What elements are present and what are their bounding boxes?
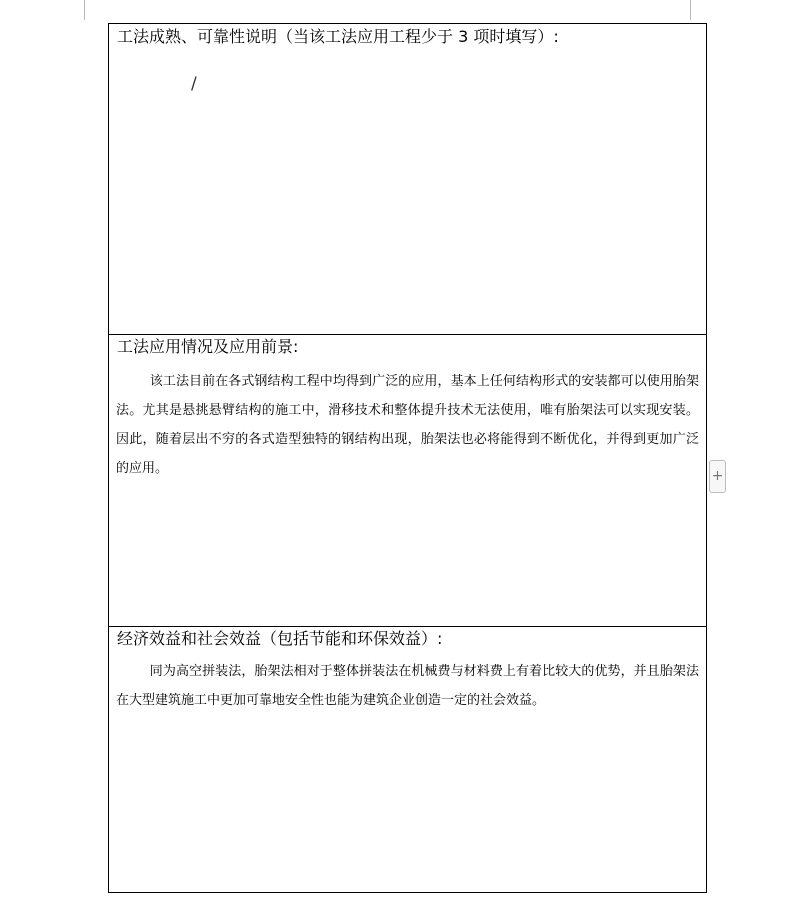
add-row-button[interactable] bbox=[709, 460, 726, 493]
form-table bbox=[108, 23, 707, 893]
section-application-prospects[interactable] bbox=[109, 334, 706, 626]
plus-icon: + bbox=[711, 468, 724, 484]
section-body-text: 该工法目前在各式钢结构工程中均得到广泛的应用，基本上任何结构形式的安装都可以使用胎架法。尤其是悬挑悬臂结构的施工中，滑移技术和整体提升技术无法使用，唯有胎架法可以实现安装。因此，随着层出不穷的各式造型独特的钢结构出现，胎架法也必将能得到不断优化，并得到更加广泛的应用。 bbox=[116, 374, 699, 476]
not-applicable-mark: / bbox=[191, 74, 197, 94]
page-corner-mark-left bbox=[84, 0, 85, 20]
page-corner-mark-right bbox=[690, 0, 691, 20]
section-economic-social-benefits[interactable] bbox=[109, 626, 706, 906]
section-body-text: 同为高空拼装法，胎架法相对于整体拼装法在机械费与材料费上有着比较大的优势，并且胎架法在大型建筑施工中更加可靠地安全性也能为建筑企业创造一定的社会效益。 bbox=[116, 664, 699, 708]
section-heading: 经济效益和社会效益（包括节能和环保效益）: bbox=[117, 629, 443, 648]
section-maturity-reliability[interactable] bbox=[109, 24, 706, 334]
section-heading: 工法成熟、可靠性说明（当该工法应用工程少于 3 项时填写）: bbox=[117, 27, 559, 46]
section-heading: 工法应用情况及应用前景: bbox=[117, 337, 299, 356]
